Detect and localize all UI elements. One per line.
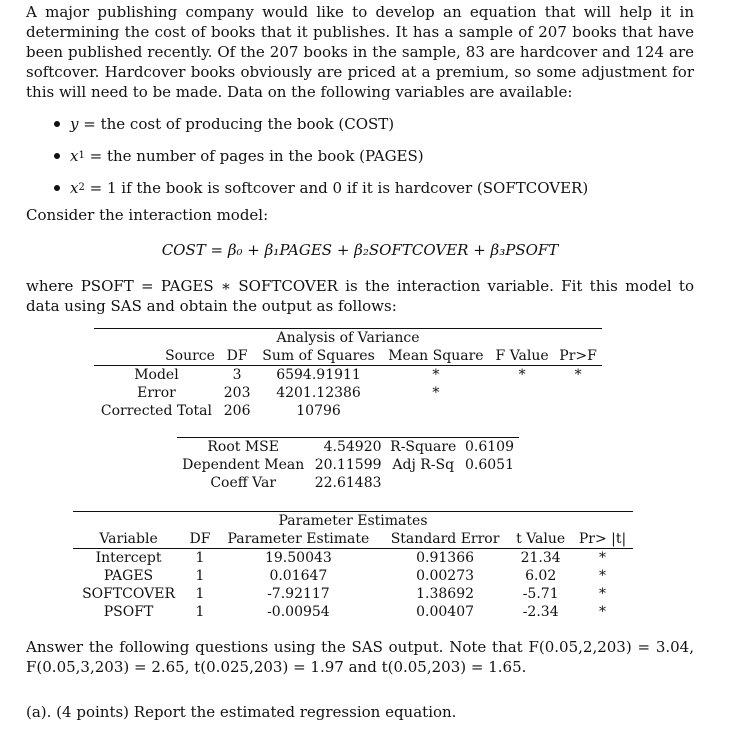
fit-cell: 0.6109 [464,439,514,455]
anova-cell: 6594.91911 [276,367,361,383]
params-cell: 6.02 [525,568,557,584]
bullet-text-x1: = the number of pages in the book (PAGES) [89,147,424,165]
fit-cell [461,474,519,492]
anova-cell: 3 [232,367,242,383]
params-cell: -5.71 [522,586,559,602]
params-row [73,549,633,568]
anova-cell: Model [134,367,179,383]
anova-cell: * [432,385,440,401]
params-title: Parameter Estimates [278,513,428,529]
fit-cell: Coeff Var [210,475,277,491]
params-header: t Value [516,531,566,547]
anova-header-row [94,347,602,366]
anova-cell [490,384,554,402]
bullet-dot [54,121,60,127]
params-cell: 0.00407 [416,604,475,620]
anova-cell: 4201.12386 [276,385,361,401]
params-cell: 1.38692 [416,586,475,602]
params-cell: PSOFT [103,604,154,620]
params-cell: * [599,604,607,620]
fit-cell: 20.11599 [314,457,382,473]
anova-row [94,366,602,385]
anova-cell: Error [137,385,176,401]
params-cell: 1 [195,586,205,602]
anova-cell: Corrected Total [100,403,213,419]
fit-cell: 4.54920 [323,439,382,455]
params-cell: -7.92117 [267,586,330,602]
params-cell: SOFTCOVER [82,586,175,602]
anova-cell [382,402,490,420]
params-cell: 1 [195,550,205,566]
anova-cell: 206 [223,403,251,419]
params-cell: -0.00954 [267,604,330,620]
consider-text: Consider the interaction model: [26,206,269,224]
bullet-y [54,108,674,140]
fit-cell: R-Square [390,439,457,455]
anova-cell [490,402,554,420]
params-row [73,567,633,585]
anova-cell [554,384,602,402]
var-x2-sub: 2 [78,182,85,193]
bullet-x1 [54,140,674,172]
params-header: Pr> |t| [578,531,627,547]
params-cell: * [599,550,607,566]
params-cell: 19.50043 [264,550,332,566]
params-cell: 0.00273 [416,568,475,584]
params-cell: PAGES [103,568,154,584]
params-header: Standard Error [390,531,500,547]
fit-row [177,474,519,492]
params-cell: * [599,586,607,602]
fit-row [177,456,519,474]
fit-row [177,438,519,457]
fit-cell: Adj R-Sq [392,457,455,473]
params-header: Parameter Estimate [227,531,370,547]
params-title-row [73,512,633,531]
anova-header: Mean Square [388,348,484,364]
anova-header: Pr>F [559,348,597,364]
anova-row [94,384,602,402]
part-a-question: (a). (4 points) Report the estimated regression equation. [26,703,457,721]
params-row [73,603,633,621]
where-paragraph: where PSOFT = PAGES ∗ SOFTCOVER is the interaction variable. Fit this model to data using SAS and obtain the output as follows: [26,277,694,315]
intro-paragraph: A major publishing company would like to develop an equation that will help it in determining the cost of books that it publishes. It has a sample of 207 books that have been published recently. Of the 207 books in the sample, 83 are hardcover and 124 are softcover. Hardcover books obviously are priced at a premium, so some adjustment for this will need to be made. Data on the following variables are available: [26,3,694,101]
params-cell: 1 [195,604,205,620]
params-cell: * [599,568,607,584]
params-cell: 0.91366 [416,550,475,566]
var-x1-sub: 1 [78,150,85,161]
anova-header: F Value [495,348,549,364]
anova-cell [554,402,602,420]
fit-cell: Root MSE [207,439,279,455]
bullet-dot [54,185,60,191]
fit-cell: Dependent Mean [182,457,305,473]
anova-table [94,328,602,420]
bullet-text-x2: = 1 if the book is softcover and 0 if it is hardcover (SOFTCOVER) [89,179,589,197]
parameter-estimates-table [73,511,633,621]
var-y: y [70,115,79,133]
var-x2: x [70,179,79,197]
anova-cell: * [518,367,526,383]
params-cell: 0.01647 [269,568,328,584]
anova-title: Analysis of Variance [276,330,420,346]
anova-header: Source [165,348,215,364]
anova-header: DF [226,348,248,364]
bullet-text-y: = the cost of producing the book (COST) [83,115,395,133]
anova-cell: * [432,367,440,383]
params-cell: 1 [195,568,205,584]
anova-cell: 10796 [296,403,341,419]
params-header: DF [189,531,211,547]
fit-cell: 0.6051 [464,457,514,473]
anova-row [94,402,602,420]
anova-cell: * [574,367,582,383]
answer-paragraph: Answer the following questions using the SAS output. Note that F(0.05,2,203) = 3.04, F(0.05,3,203) = 2.65, t(0.025,203) = 1.97 and t(0.05,203) = 1.65. [26,638,694,676]
params-cell: 21.34 [520,550,561,566]
model-equation: COST = β₀ + β₁PAGES + β₂SOFTCOVER + β₃PSOFT [161,241,559,259]
variable-list [54,108,674,204]
bullet-x2 [54,172,674,204]
anova-cell: 203 [223,385,251,401]
fit-cell [386,474,461,492]
var-x1: x [70,147,79,165]
params-cell: Intercept [95,550,162,566]
params-cell: -2.34 [522,604,559,620]
params-row [73,585,633,603]
params-header-row [73,530,633,549]
fit-statistics-table [177,437,519,492]
anova-header: Sum of Squares [262,348,375,364]
fit-cell: 22.61483 [314,475,382,491]
params-header: Variable [99,531,158,547]
bullet-dot [54,153,60,159]
anova-title-row [94,329,602,348]
